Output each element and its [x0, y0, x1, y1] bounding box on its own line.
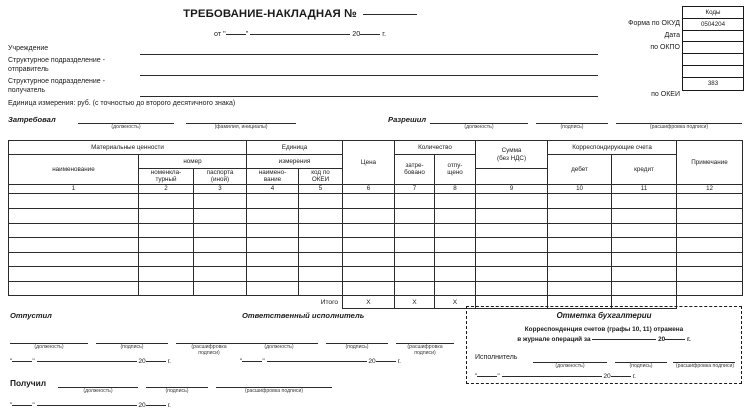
table-cell[interactable]	[343, 281, 395, 296]
responsible-date-year-field[interactable]	[376, 361, 396, 362]
colnum-1: 1	[9, 184, 139, 194]
table-cell[interactable]	[139, 267, 194, 282]
materials-table	[8, 140, 743, 309]
table-cell[interactable]	[395, 267, 435, 282]
header-requested-line2: бовано	[404, 169, 425, 177]
header-passport-line1: паспорта	[206, 169, 234, 176]
header-sum-line1: Сумма	[501, 147, 522, 155]
table-cell[interactable]	[435, 281, 476, 296]
header-material-name: наименование	[9, 155, 139, 185]
received-by-position-caption: (должность)	[83, 388, 113, 394]
released-date-day-field[interactable]	[12, 361, 32, 362]
header-okei-line1: код по	[311, 169, 330, 176]
document-date-line	[0, 29, 600, 38]
total-issued: X	[435, 296, 476, 309]
date-year-field[interactable]	[360, 34, 380, 35]
table-cell[interactable]	[9, 238, 139, 253]
received-date-year-field[interactable]	[146, 405, 166, 406]
table-cell[interactable]	[139, 238, 194, 253]
accounting-executor-label: Исполнитель	[475, 354, 518, 361]
code-value-okpo[interactable]	[683, 42, 743, 54]
table-cell[interactable]	[548, 267, 612, 282]
responsible-decoding-caption	[392, 344, 458, 356]
table-cell[interactable]	[343, 252, 395, 267]
table-cell[interactable]	[194, 281, 247, 296]
responsible-date-year-suffix: г.	[397, 358, 401, 365]
table-cell[interactable]	[677, 238, 743, 253]
table-cell[interactable]	[548, 208, 612, 223]
table-row	[9, 238, 743, 253]
header-issued-line1: отпу-	[447, 162, 463, 169]
table-cell[interactable]	[476, 194, 548, 209]
table-column-number-row	[9, 184, 743, 194]
accounting-date-year-suffix: г.	[632, 373, 636, 380]
received-date-year-suffix: г.	[167, 402, 171, 409]
table-cell[interactable]	[677, 223, 743, 238]
accounting-date-year-prefix: 20	[603, 373, 611, 380]
colnum-3: 3	[194, 184, 247, 194]
released-date-year-prefix: 20	[138, 358, 146, 365]
table-cell[interactable]	[139, 281, 194, 296]
received-date-quote-open: "	[10, 402, 13, 409]
date-day-field[interactable]	[226, 34, 246, 35]
table-cell[interactable]	[299, 252, 343, 267]
unit-of-measure-note: Единица измерения: руб. (с точностью до второго десятичного знака)	[8, 100, 236, 107]
header-price: Цена	[343, 141, 395, 185]
colnum-2: 2	[139, 184, 194, 194]
header-unit-line2: измерения	[247, 155, 343, 169]
table-cell[interactable]	[247, 223, 299, 238]
header-note: Примечание	[677, 141, 743, 185]
header-okei-code	[299, 169, 343, 185]
table-cell[interactable]	[395, 223, 435, 238]
page-title-text: ТРЕБОВАНИЕ-НАКЛАДНАЯ №	[183, 8, 357, 20]
table-header-group-row	[9, 141, 743, 155]
table-cell[interactable]	[612, 252, 677, 267]
responsible-date-quote-open: "	[240, 358, 243, 365]
table-cell[interactable]	[194, 223, 247, 238]
authorized-by-decoding-caption: (расшифровка подписи)	[649, 124, 709, 130]
table-cell[interactable]	[194, 252, 247, 267]
table-cell[interactable]	[395, 208, 435, 223]
table-cell[interactable]	[677, 281, 743, 296]
table-cell[interactable]	[247, 238, 299, 253]
page-title	[0, 8, 600, 20]
institution-label: Учреждение	[8, 45, 49, 52]
released-date-month-field[interactable]	[37, 361, 137, 362]
authorized-by-signature-caption: (подпись)	[560, 124, 584, 130]
header-nomenclature-line1: номенкла-	[150, 169, 182, 176]
requested-by-label: Затребовал	[8, 115, 56, 124]
table-cell[interactable]	[343, 267, 395, 282]
table-cell[interactable]	[395, 194, 435, 209]
date-year-suffix: г.	[382, 29, 386, 38]
accounting-line2: в журнале операций за	[517, 336, 591, 343]
released-by-date	[10, 358, 171, 365]
released-by-position-caption: (должность)	[34, 344, 64, 350]
accounting-date-month-field[interactable]	[502, 376, 602, 377]
table-cell[interactable]	[139, 252, 194, 267]
table-cell[interactable]	[299, 194, 343, 209]
received-by-date	[10, 402, 171, 409]
table-cell[interactable]	[9, 267, 139, 282]
header-debit: дебет	[548, 155, 612, 185]
table-cell[interactable]	[343, 208, 395, 223]
table-cell[interactable]	[476, 238, 548, 253]
responsible-date-day-field[interactable]	[242, 361, 262, 362]
date-month-field[interactable]	[250, 34, 350, 35]
table-row	[9, 223, 743, 238]
colnum-5: 5	[299, 184, 343, 194]
table-cell[interactable]	[476, 223, 548, 238]
table-cell[interactable]	[299, 208, 343, 223]
accounting-date-year-field[interactable]	[611, 376, 631, 377]
table-cell[interactable]	[612, 238, 677, 253]
accounting-date-quote-close: "	[497, 373, 500, 380]
accounting-date-day-field[interactable]	[477, 376, 497, 377]
sender-label-line2: отправитель	[8, 66, 49, 73]
header-sum-line2: (без НДС)	[496, 154, 527, 162]
requested-by-position-caption: (должность)	[111, 124, 141, 130]
received-by-decoding-caption: (расшифровка подписи)	[244, 388, 304, 394]
receiver-label-line1: Структурное подразделение -	[8, 78, 105, 85]
table-cell[interactable]	[299, 223, 343, 238]
received-by-label: Получил	[10, 378, 47, 388]
header-unit-name-line1: наимено-	[258, 169, 287, 176]
responsible-decoding-line1: (расшифровка	[407, 344, 443, 350]
table-cell[interactable]	[299, 238, 343, 253]
colnum-9: 9	[476, 184, 548, 194]
date-quote: "	[245, 29, 249, 38]
released-by-decoding-line2: подписи)	[198, 350, 220, 356]
table-cell[interactable]	[343, 194, 395, 209]
colnum-7: 7	[395, 184, 435, 194]
table-cell[interactable]	[343, 238, 395, 253]
header-materials: Материальные ценности	[9, 141, 247, 155]
released-date-year-suffix: г.	[167, 358, 171, 365]
table-cell[interactable]	[435, 267, 476, 282]
table-cell[interactable]	[435, 252, 476, 267]
header-accounts: Корреспондирующие счета	[548, 141, 677, 155]
responsible-position-caption: (должность)	[264, 344, 294, 350]
table-cell[interactable]	[612, 194, 677, 209]
table-cell[interactable]	[9, 252, 139, 267]
table-cell[interactable]	[9, 194, 139, 209]
institution-field[interactable]	[140, 54, 598, 55]
table-cell[interactable]	[612, 267, 677, 282]
accounting-executor-signature-caption: (подпись)	[629, 363, 653, 369]
table-row	[9, 281, 743, 296]
received-date-year-prefix: 20	[138, 402, 146, 409]
colnum-10: 10	[548, 184, 612, 194]
table-cell[interactable]	[139, 208, 194, 223]
header-unit-name-line2: вание	[263, 176, 282, 184]
table-cell[interactable]	[548, 223, 612, 238]
code-label-date: Дата	[664, 32, 680, 39]
table-cell[interactable]	[247, 267, 299, 282]
total-price: X	[343, 296, 395, 309]
released-date-quote-open: "	[10, 358, 13, 365]
table-cell[interactable]	[395, 238, 435, 253]
code-value-okei[interactable]: 383	[707, 79, 719, 87]
responsible-date-quote-close: "	[262, 358, 265, 365]
table-cell[interactable]	[435, 223, 476, 238]
header-passport-line2: (иной)	[210, 176, 230, 184]
table-cell[interactable]	[435, 208, 476, 223]
table-cell[interactable]	[677, 252, 743, 267]
released-date-quote-close: "	[32, 358, 35, 365]
table-cell[interactable]	[247, 194, 299, 209]
released-by-label: Отпустил	[10, 311, 52, 320]
colnum-12: 12	[677, 184, 743, 194]
accounting-line2-row	[467, 336, 741, 343]
table-cell[interactable]	[476, 208, 548, 223]
table-cell[interactable]	[476, 281, 548, 296]
responsible-decoding-line2: подписи)	[414, 350, 436, 356]
table-cell[interactable]	[435, 194, 476, 209]
colnum-8: 8	[435, 184, 476, 194]
table-cell[interactable]	[435, 238, 476, 253]
table-cell[interactable]	[677, 194, 743, 209]
responsible-date-year-prefix: 20	[368, 358, 376, 365]
header-unit-line1: Единица	[247, 141, 343, 155]
accounting-note-box	[466, 306, 742, 384]
code-label-okud: Форма по ОКУД	[628, 20, 680, 27]
total-label: Итого	[9, 296, 343, 309]
table-cell[interactable]	[395, 281, 435, 296]
header-requested	[395, 155, 435, 185]
requested-by-name-caption: (фамилия, инициалы)	[214, 124, 268, 130]
table-cell[interactable]	[299, 267, 343, 282]
table-cell[interactable]	[395, 252, 435, 267]
accounting-title: Отметка бухгалтерии	[556, 311, 652, 320]
table-cell[interactable]	[612, 281, 677, 296]
table-cell[interactable]	[612, 223, 677, 238]
accounting-year-suffix: г.	[686, 336, 691, 343]
accounting-executor-position-caption: (должность)	[555, 363, 585, 369]
colnum-4: 4	[247, 184, 299, 194]
header-nomenclature	[139, 169, 194, 185]
sender-field[interactable]	[140, 75, 598, 76]
accounting-executor-decoding-caption: (расшифровка подписи)	[675, 363, 735, 369]
code-value-extra-1[interactable]	[683, 54, 743, 66]
codes-header: Коды	[683, 7, 743, 19]
table-cell[interactable]	[476, 267, 548, 282]
header-requested-line1: затре-	[405, 162, 424, 169]
table-cell[interactable]	[343, 223, 395, 238]
table-cell[interactable]	[139, 194, 194, 209]
header-issued	[435, 155, 476, 185]
table-cell[interactable]	[299, 281, 343, 296]
table-cell[interactable]	[677, 267, 743, 282]
code-value-date[interactable]	[683, 31, 743, 43]
responsible-signature-caption: (подпись)	[345, 344, 369, 350]
accounting-date	[475, 373, 636, 380]
document-number-field[interactable]	[363, 14, 417, 15]
table-cell[interactable]	[247, 208, 299, 223]
table-cell[interactable]	[194, 238, 247, 253]
table-cell[interactable]	[548, 238, 612, 253]
receiver-field[interactable]	[140, 96, 598, 97]
code-value-extra-2[interactable]	[683, 66, 743, 78]
table-cell[interactable]	[677, 208, 743, 223]
header-credit: кредит	[612, 155, 677, 185]
code-label-okei: по ОКЕИ	[651, 91, 680, 98]
received-date-quote-close: "	[32, 402, 35, 409]
table-row	[9, 208, 743, 223]
accounting-date-quote-open: "	[475, 373, 478, 380]
sender-label-line1: Структурное подразделение -	[8, 57, 105, 64]
table-cell[interactable]	[194, 267, 247, 282]
authorized-by-position-caption: (должность)	[464, 124, 494, 130]
table-cell[interactable]	[476, 252, 548, 267]
received-by-signature-caption: (подпись)	[165, 388, 189, 394]
code-label-okpo: по ОКПО	[650, 44, 680, 51]
colnum-11: 11	[612, 184, 677, 194]
header-number: номер	[139, 155, 247, 169]
table-cell[interactable]	[194, 208, 247, 223]
table-body	[9, 194, 743, 296]
table-cell[interactable]	[194, 194, 247, 209]
header-sum	[476, 141, 548, 169]
date-year-prefix: 20	[352, 29, 361, 38]
header-unit-name	[247, 169, 299, 185]
responsible-date	[240, 358, 401, 365]
table-cell[interactable]	[139, 223, 194, 238]
table-cell[interactable]	[247, 281, 299, 296]
total-requested: X	[395, 296, 435, 309]
table-cell[interactable]	[548, 194, 612, 209]
released-by-decoding-caption	[172, 344, 246, 356]
table-cell[interactable]	[548, 252, 612, 267]
table-row	[9, 267, 743, 282]
responsible-executor-label: Ответственный исполнитель	[242, 311, 365, 320]
accounting-year-field[interactable]	[665, 339, 685, 340]
released-date-year-field[interactable]	[146, 361, 166, 362]
table-row	[9, 252, 743, 267]
released-by-signature-caption: (подпись)	[120, 344, 144, 350]
date-prefix: от "	[214, 29, 226, 38]
table-row	[9, 194, 743, 209]
header-passport	[194, 169, 247, 185]
codes-box	[682, 6, 744, 91]
table-cell[interactable]	[548, 281, 612, 296]
table-cell[interactable]	[9, 208, 139, 223]
accounting-line1: Корреспонденция счетов (графы 10, 11) отражена	[524, 326, 684, 333]
received-date-day-field[interactable]	[12, 405, 32, 406]
table-cell[interactable]	[247, 252, 299, 267]
receiver-label-line2: получатель	[8, 87, 46, 94]
responsible-date-month-field[interactable]	[267, 361, 367, 362]
received-date-month-field[interactable]	[37, 405, 137, 406]
authorized-by-label: Разрешил	[388, 115, 427, 124]
accounting-year-prefix: 20	[658, 336, 666, 343]
table-cell[interactable]	[9, 281, 139, 296]
released-by-decoding-line1: (расшифровка	[191, 344, 227, 350]
header-sum-placeholder	[476, 169, 548, 185]
accounting-journal-field[interactable]	[592, 339, 656, 340]
header-issued-line2: щено	[447, 169, 463, 177]
header-quantity: Количество	[395, 141, 476, 155]
table-cell[interactable]	[9, 223, 139, 238]
header-nomenclature-line2: турный	[155, 176, 177, 184]
header-okei-line2: ОКЕИ	[311, 176, 330, 184]
code-value-okud[interactable]: 0504204	[683, 19, 743, 31]
table-cell[interactable]	[612, 208, 677, 223]
colnum-6: 6	[343, 184, 395, 194]
